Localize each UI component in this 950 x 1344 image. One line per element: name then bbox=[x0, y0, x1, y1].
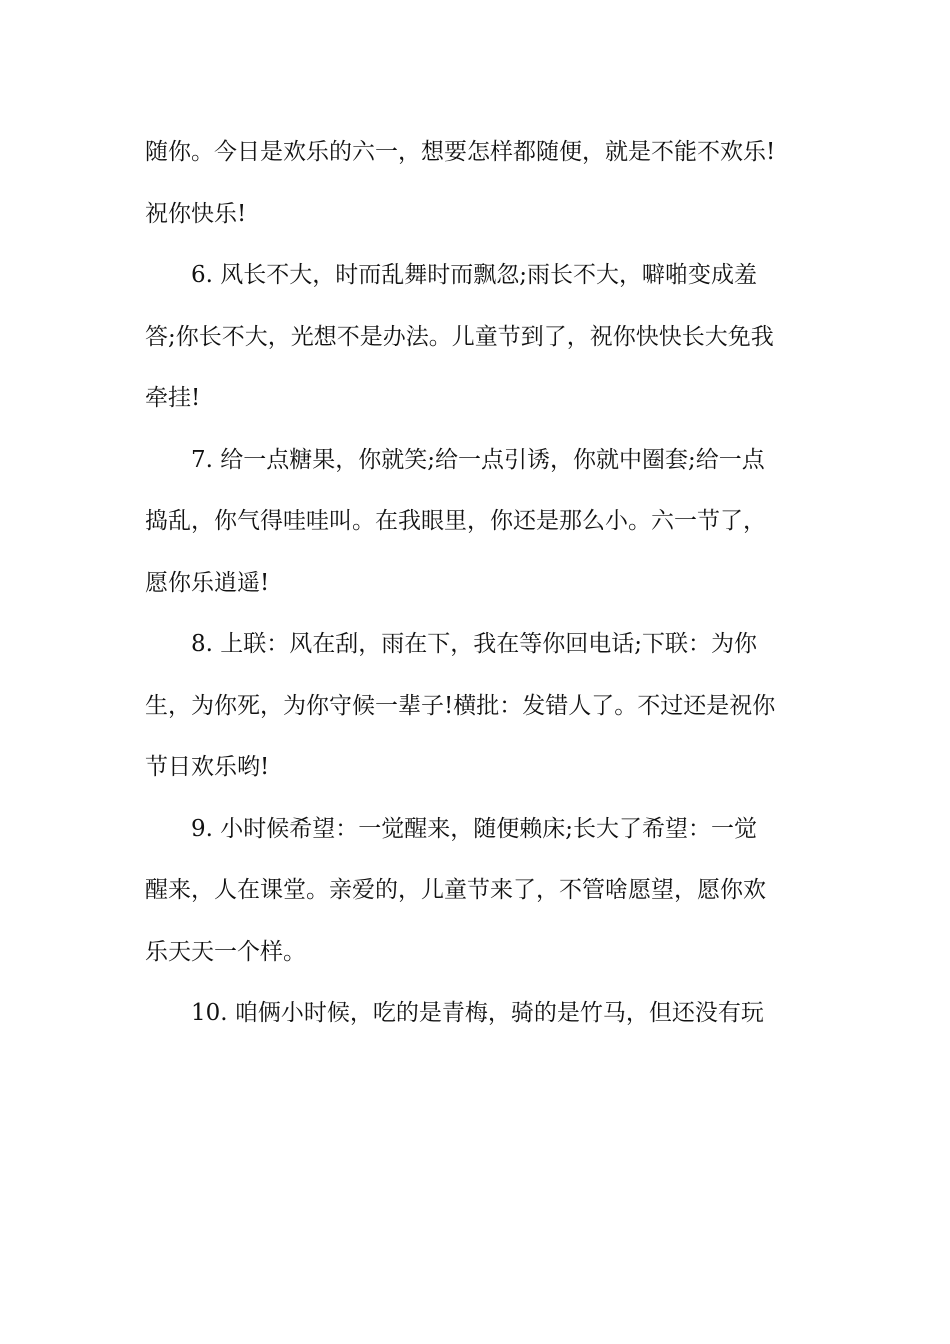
text-line: 牵挂! bbox=[145, 385, 201, 411]
text-line: 9. 小时候希望：一觉醒来，随便赖床;长大了希望：一觉 bbox=[191, 815, 758, 842]
paragraph-item-6 bbox=[145, 245, 807, 430]
text-line: 节日欢乐哟! bbox=[145, 754, 270, 780]
text-line: 答;你长不大，光想不是办法。儿童节到了，祝你快快长大免我 bbox=[145, 323, 774, 350]
text-line: 10. 咱俩小时候，吃的是青梅，骑的是竹马，但还没有玩 bbox=[191, 1000, 764, 1026]
text-line: 8. 上联：风在刮，雨在下，我在等你回电话;下联：为你 bbox=[191, 631, 758, 657]
text-line: 6. 风长不大，时而乱舞时而飘忽;雨长不大，噼啪变成羞 bbox=[191, 262, 758, 288]
text-line: 祝你快乐! bbox=[145, 200, 247, 227]
text-line: 乐天天一个样。 bbox=[145, 938, 306, 965]
paragraph-item-8 bbox=[145, 614, 807, 799]
text-line: 愿你乐逍遥! bbox=[145, 569, 270, 596]
paragraph-item-10 bbox=[145, 983, 807, 1045]
text-line: 7. 给一点糖果，你就笑;给一点引诱，你就中圈套;给一点 bbox=[191, 446, 765, 473]
paragraph-continuation bbox=[145, 122, 807, 245]
body-text bbox=[145, 122, 807, 1045]
text-line: 随你。今日是欢乐的六一，想要怎样都随便，就是不能不欢乐! bbox=[145, 139, 776, 165]
text-line: 捣乱，你气得哇哇叫。在我眼里，你还是那么小。六一节了， bbox=[145, 508, 766, 534]
paragraph-item-7 bbox=[145, 430, 807, 615]
text-line: 生，为你死，为你守候一辈子!横批：发错人了。不过还是祝你 bbox=[145, 692, 776, 719]
text-line: 醒来，人在课堂。亲爱的，儿童节来了，不管啥愿望，愿你欢 bbox=[145, 877, 766, 903]
paragraph-item-9 bbox=[145, 799, 807, 984]
